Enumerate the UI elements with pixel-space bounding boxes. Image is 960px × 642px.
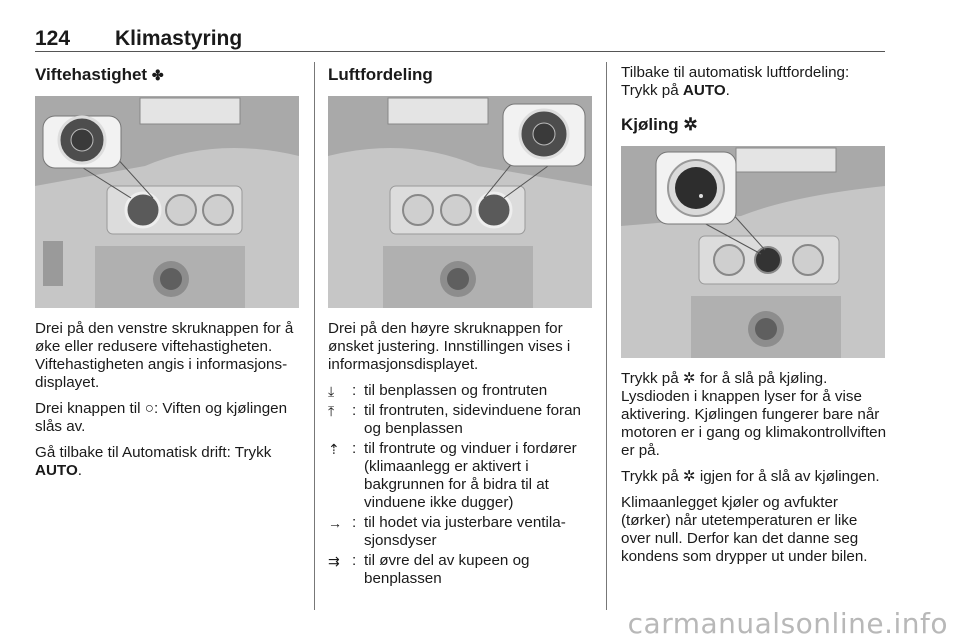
- feet-windscreen-icon: ⤓: [328, 383, 335, 399]
- cooling-paragraph-3: Klimaanlegget kjøler og avfukter (tørker) når utetemperaturen er like over null. Derfor kan det danne seg kondens som drypper ut under bilen.: [621, 494, 868, 565]
- auto-label: AUTO: [35, 462, 78, 479]
- watermark: carmanualsonline.info: [627, 607, 948, 640]
- column-cooling: [621, 64, 887, 574]
- off-symbol-icon: ○: [144, 400, 154, 417]
- figure-ac-button: [621, 146, 885, 358]
- ac-snowflake-icon: ✲: [683, 115, 698, 134]
- section-heading-fan-speed: Viftehastighet ✤: [35, 65, 164, 84]
- figure-left-knob: [35, 96, 299, 308]
- fan-paragraph-3: Gå tilbake til Automatisk drift: Trykk AUTO.: [35, 444, 272, 479]
- face-vent-icon: →: [328, 515, 342, 531]
- list-item: ⤓ : til benplassen og frontruten: [328, 382, 548, 399]
- section-heading-cooling: Kjøling ✲: [621, 115, 698, 134]
- column-divider-2: [606, 62, 607, 610]
- page-number: 124: [35, 27, 71, 50]
- cooling-paragraph-1: Trykk på ✲ for å slå på kjøling. Lysdioden i knappen lyser for å vise aktivering. Kjølingen fungerer bare når motoren er i gang og klimakontrollviften er på.: [621, 370, 887, 459]
- ac-snowflake-icon: ✲: [682, 468, 696, 485]
- auto-distribution-note: Tilbake til automatisk luftfordeling: Trykk på AUTO.: [621, 64, 850, 99]
- cooling-paragraph-2: Trykk på ✲ igjen for å slå av kjølingen.: [621, 468, 880, 485]
- header-rule: [35, 51, 885, 52]
- section-heading-air-distribution: Luftfordeling: [328, 65, 433, 84]
- column-divider-1: [314, 62, 315, 610]
- figure-right-knob: [328, 96, 592, 308]
- auto-label-2: AUTO: [682, 82, 726, 99]
- chapter-title: Klimastyring: [115, 27, 243, 50]
- defrost-icon: ⇡: [328, 441, 340, 457]
- face-feet-icon: ⇉: [328, 553, 340, 569]
- ac-snowflake-icon: ✲: [682, 370, 696, 387]
- air-paragraph-1: Drei på den høyre skruknappen for ønsket justering. Innstillingen vises i informasjonsdisplayet.: [328, 320, 571, 373]
- fan-paragraph-1: Drei på den venstre skruknappen for å øke eller redusere viftehastigheten. Viftehastigheten angis i informasjonsdisplayet.: [35, 320, 294, 391]
- column-fan-speed: [35, 64, 299, 488]
- list-item: ⇉ : til øvre del av kupeen og benplassen: [328, 552, 530, 587]
- fan-paragraph-2: Drei knappen til ○: Viften og kjølingen slås av.: [35, 400, 288, 435]
- air-distribution-list: [328, 382, 592, 588]
- fan-icon: ✤: [151, 67, 164, 83]
- list-item: ⇡ : til frontrute og vinduer i fordører (klimaanlegg er aktivert i bakgrunnen for å bidra til at vinduene ikke dugger): [328, 440, 577, 511]
- list-item: ⤒ : til frontruten, sidevinduene foran og benplassen: [328, 402, 581, 437]
- column-air-distribution: [328, 64, 592, 590]
- page-header: [35, 27, 885, 51]
- windscreen-feet-side-icon: ⤒: [328, 403, 335, 419]
- list-item: → : til hodet via justerbare ventilasjonsdyser: [328, 514, 566, 549]
